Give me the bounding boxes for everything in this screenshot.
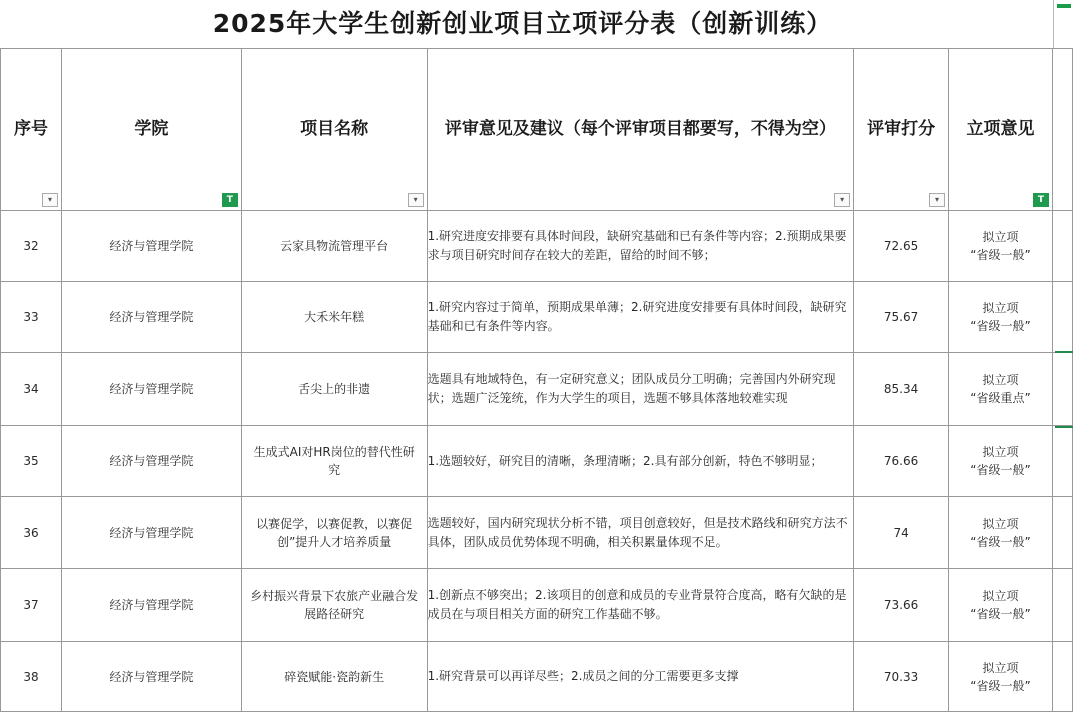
seq-value: 34 bbox=[23, 382, 39, 396]
score-value: 75.67 bbox=[883, 310, 919, 324]
cell-opinion[interactable] bbox=[427, 497, 854, 569]
cell-project[interactable] bbox=[241, 282, 427, 353]
decision-value: 拟立项 “省级重点” bbox=[970, 373, 1031, 405]
score-value: 76.66 bbox=[883, 454, 919, 468]
cell-project[interactable] bbox=[241, 569, 427, 642]
table-row bbox=[1, 569, 1073, 642]
decision-value: 拟立项 “省级一般” bbox=[970, 445, 1031, 477]
selected-cell-outline bbox=[1055, 351, 1073, 428]
project-value: 生成式AI对HR岗位的替代性研究 bbox=[253, 445, 415, 477]
cell-extra[interactable] bbox=[1052, 569, 1072, 642]
college-value: 经济与管理学院 bbox=[109, 669, 194, 684]
header-row bbox=[1, 49, 1073, 211]
dropdown-arrow-icon[interactable]: ▾ bbox=[834, 193, 850, 207]
cell-project[interactable] bbox=[241, 642, 427, 712]
college-value: 经济与管理学院 bbox=[109, 310, 194, 324]
score-table bbox=[0, 48, 1073, 712]
college-value: 经济与管理学院 bbox=[109, 382, 194, 396]
cell-decision[interactable] bbox=[949, 569, 1053, 642]
seq-value: 36 bbox=[23, 525, 39, 540]
seq-value: 33 bbox=[23, 310, 39, 324]
cell-seq[interactable] bbox=[1, 426, 62, 497]
project-value: 碎瓷赋能·瓷韵新生 bbox=[284, 669, 385, 684]
opinion-value: 选题较好，国内研究现状分析不错，项目创意较好，但是技术路线和研究方法不具体，团队成员优势体现不明确，相关积累量体现不足。 bbox=[427, 515, 848, 549]
sheet-title[interactable]: 2025年大学生创新创业项目立项评分表（创新训练） bbox=[212, 9, 833, 38]
decision-value: 拟立项 “省级一般” bbox=[970, 516, 1031, 549]
college-value: 经济与管理学院 bbox=[109, 598, 194, 612]
decision-value: 拟立项 “省级一般” bbox=[970, 230, 1031, 262]
cell-project[interactable] bbox=[241, 211, 427, 282]
cell-extra[interactable] bbox=[1052, 282, 1072, 353]
opinion-value: 1.选题较好，研究目的清晰，条理清晰；2.具有部分创新，特色不够明显； bbox=[427, 453, 823, 468]
cell-score[interactable] bbox=[854, 211, 949, 282]
filter-active-icon[interactable]: T bbox=[1033, 193, 1049, 207]
cell-opinion[interactable] bbox=[427, 642, 854, 712]
dropdown-arrow-icon[interactable]: ▾ bbox=[929, 193, 945, 207]
cell-seq[interactable] bbox=[1, 282, 62, 353]
cell-seq[interactable] bbox=[1, 353, 62, 426]
score-value: 70.33 bbox=[883, 669, 919, 684]
cell-extra[interactable] bbox=[1052, 211, 1072, 282]
decision-value: 拟立项 “省级一般” bbox=[970, 660, 1031, 693]
score-value: 85.34 bbox=[883, 382, 919, 396]
table-row bbox=[1, 426, 1073, 497]
opinion-value: 1.研究背景可以再详尽些；2.成员之间的分工需要更多支撑 bbox=[427, 669, 739, 684]
header-seq[interactable] bbox=[1, 49, 62, 211]
title-row bbox=[0, 0, 1073, 49]
cell-decision[interactable] bbox=[949, 426, 1053, 497]
header-extra[interactable] bbox=[1052, 49, 1072, 211]
header-college[interactable] bbox=[61, 49, 241, 211]
cell-score[interactable] bbox=[854, 642, 949, 712]
cell-college[interactable] bbox=[61, 426, 241, 497]
cell-opinion[interactable] bbox=[427, 426, 854, 497]
cell-extra[interactable] bbox=[1052, 642, 1072, 712]
cell-seq[interactable] bbox=[1, 569, 62, 642]
decision-value: 拟立项 “省级一般” bbox=[970, 589, 1031, 621]
opinion-value: 选题具有地域特色，有一定研究意义；团队成员分工明确；完善国内外研究现状；选题广泛笼统，作为大学生的项目，选题不够具体落地较难实现 bbox=[427, 372, 836, 405]
cell-decision[interactable] bbox=[949, 497, 1053, 569]
project-value: 乡村振兴背景下农旅产业融合发展路径研究 bbox=[250, 589, 419, 621]
header-opinion[interactable] bbox=[427, 49, 854, 211]
header-score-label: 评审打分 bbox=[867, 119, 936, 140]
cell-decision[interactable] bbox=[949, 211, 1053, 282]
seq-value: 35 bbox=[23, 454, 39, 468]
header-decision[interactable] bbox=[949, 49, 1053, 211]
cell-score[interactable] bbox=[854, 353, 949, 426]
header-decision-label: 立项意见 bbox=[966, 119, 1035, 140]
decision-value: 拟立项 “省级一般” bbox=[970, 301, 1031, 333]
project-value: 云家具物流管理平台 bbox=[280, 239, 389, 253]
score-value: 72.65 bbox=[883, 239, 919, 253]
cell-opinion[interactable] bbox=[427, 569, 854, 642]
header-college-label: 学院 bbox=[134, 119, 169, 140]
dropdown-arrow-icon[interactable]: ▾ bbox=[42, 193, 58, 207]
cell-project[interactable] bbox=[241, 353, 427, 426]
cell-decision[interactable] bbox=[949, 282, 1053, 353]
cell-score[interactable] bbox=[854, 569, 949, 642]
cell-opinion[interactable] bbox=[427, 353, 854, 426]
cell-seq[interactable] bbox=[1, 497, 62, 569]
cell-decision[interactable] bbox=[949, 642, 1053, 712]
cell-opinion[interactable] bbox=[427, 211, 854, 282]
cell-college[interactable] bbox=[61, 569, 241, 642]
header-project[interactable] bbox=[241, 49, 427, 211]
cell-score[interactable] bbox=[854, 282, 949, 353]
cell-seq[interactable] bbox=[1, 211, 62, 282]
selection-marker bbox=[1057, 4, 1071, 8]
cell-college[interactable] bbox=[61, 353, 241, 426]
seq-value: 37 bbox=[23, 598, 39, 612]
project-value: 舌尖上的非遗 bbox=[298, 382, 371, 396]
college-value: 经济与管理学院 bbox=[109, 454, 194, 468]
opinion-value: 1.研究内容过于简单，预期成果单薄；2.研究进度安排要有具体时间段，缺研究基础和已有条件等内容。 bbox=[427, 300, 847, 333]
opinion-value: 1.研究进度安排要有具体时间段，缺研究基础和已有条件等内容；2.预期成果要求与项目研究时间存在较大的差距，留给的时间不够； bbox=[427, 229, 847, 262]
cell-college[interactable] bbox=[61, 282, 241, 353]
table-row bbox=[1, 642, 1073, 712]
cell-decision[interactable] bbox=[949, 353, 1053, 426]
college-value: 经济与管理学院 bbox=[109, 525, 194, 540]
cell-score[interactable] bbox=[854, 497, 949, 569]
project-value: 大禾米年糕 bbox=[304, 310, 365, 324]
table-row bbox=[1, 282, 1073, 353]
seq-value: 38 bbox=[23, 669, 39, 684]
college-value: 经济与管理学院 bbox=[109, 239, 194, 253]
header-opinion-label: 评审意见及建议（每个评审项目都要写，不得为空） bbox=[444, 119, 836, 140]
project-value: 以赛促学，以赛促教，以赛促创”提升人才培养质量 bbox=[256, 516, 413, 549]
header-project-label: 项目名称 bbox=[300, 119, 369, 140]
table-row bbox=[1, 497, 1073, 569]
table-row bbox=[1, 353, 1073, 426]
cell-opinion[interactable] bbox=[427, 282, 854, 353]
cell-score[interactable] bbox=[854, 426, 949, 497]
cell-college[interactable] bbox=[61, 211, 241, 282]
header-score[interactable] bbox=[854, 49, 949, 211]
opinion-value: 1.创新点不够突出；2.该项目的创意和成员的专业背景符合度高，略有欠缺的是成员在与项目相关方面的研究工作基础不够。 bbox=[427, 588, 847, 621]
cell-college[interactable] bbox=[61, 497, 241, 569]
filter-active-icon[interactable]: T bbox=[222, 193, 238, 207]
score-value: 74 bbox=[893, 525, 909, 540]
score-value: 73.66 bbox=[883, 598, 919, 612]
cell-extra[interactable] bbox=[1052, 497, 1072, 569]
cell-college[interactable] bbox=[61, 642, 241, 712]
cell-extra[interactable] bbox=[1052, 426, 1072, 497]
cell-seq[interactable] bbox=[1, 642, 62, 712]
dropdown-arrow-icon[interactable]: ▾ bbox=[408, 193, 424, 207]
table-row bbox=[1, 211, 1073, 282]
seq-value: 32 bbox=[23, 239, 39, 253]
header-seq-label: 序号 bbox=[13, 119, 48, 140]
cell-project[interactable] bbox=[241, 426, 427, 497]
cell-project[interactable] bbox=[241, 497, 427, 569]
